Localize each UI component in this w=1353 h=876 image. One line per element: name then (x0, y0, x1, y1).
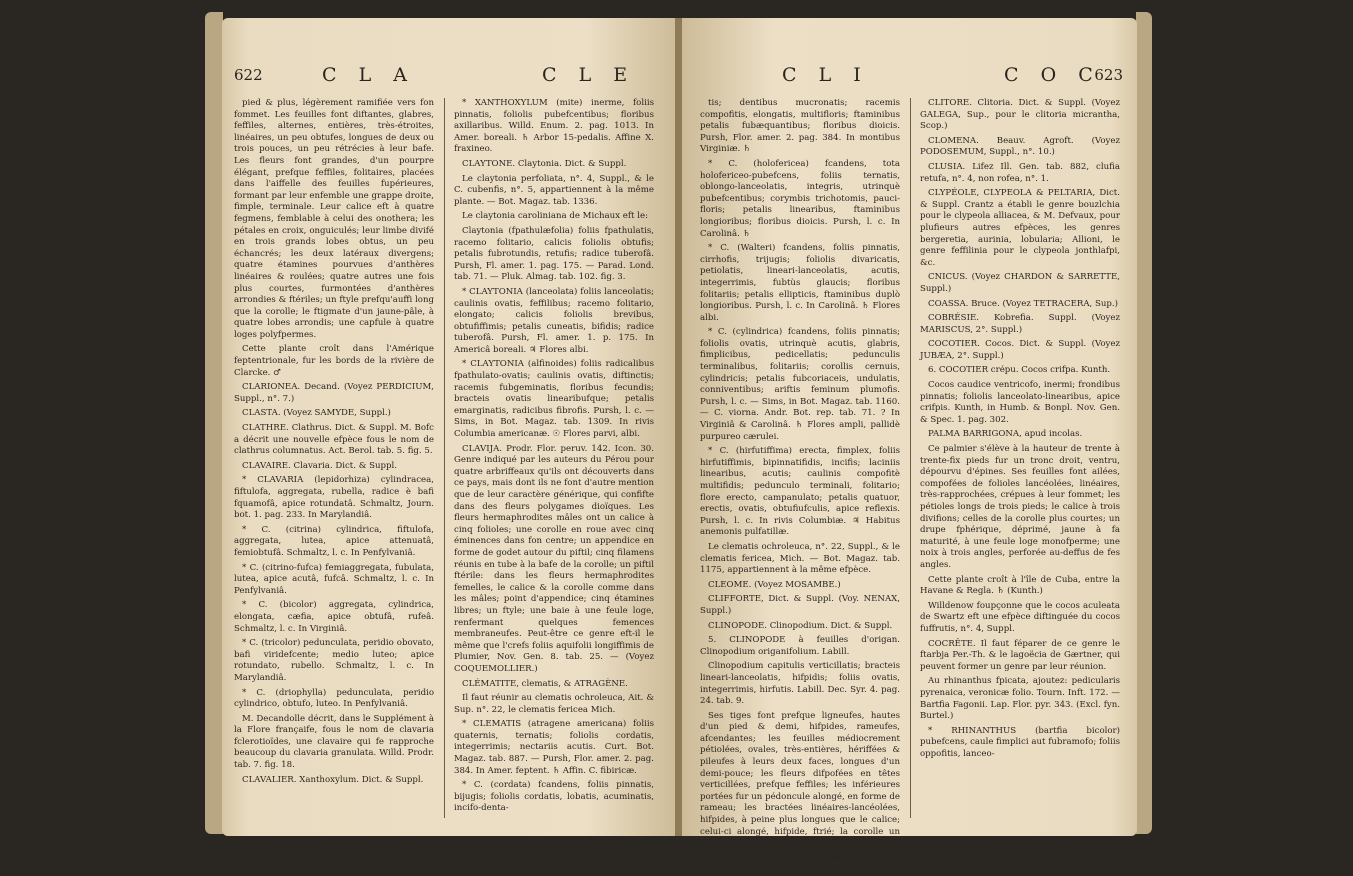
column-rule (444, 98, 445, 818)
paragraph: 6. COCOTIER crépu. Cocos crifpa. Kunth. (928, 365, 1111, 376)
paragraph: * C. (cylindrica) fcandens, foliis pinnatis; foliolis ovatis, utrinquè acutis, glabris, fimplicibus, pedicellatis; pedunculis terminalibus, folitariis; corollis cernuis, cylindricis; petalis fubcoriaceis, undulatis, conniventibus; ariftis feminum plumofis. Pursh, l. c. — Sims, in Bot. Magaz. tab. 1160. — C. viorna. Andr. Bot. rep. tab. 71. ? In Virginiâ & Carolinâ. ♄ Flores ampli, pallidè purpureo cærulei. (700, 327, 900, 442)
paragraph: Au rhinanthus fpicata, ajoutez: pedicularis pyrenaica, veronicæ folio. Tourn. Inft. 172. — Bartfia Fagonii. Lap. Flor. pyr. 343. (Excl. fyn. Burtel.) (920, 676, 1120, 722)
paragraph: * CLAYTONIA (alfinoides) foliis radicalibus fpathulato-ovatis; caulinis ovatis, diftinctis; racemis fubgeminatis, floribus fecundis; bracteis ovatis linearibufque; petalis emarginatis, radicibus fibrofis. Pursh, l. c. — Sims, in Bot. Magaz. tab. 1309. In rivis Columbia americanæ. ☉ Flores parvi, albi. (454, 359, 654, 440)
running-head-cli: C L I (782, 64, 869, 86)
paragraph: CLAYTONE. Claytonia. Dict. & Suppl. (462, 158, 627, 169)
paragraph: * RHINANTHUS (bartfia bicolor) pubefcens, caule fimplici aut fubramofo; foliis oppofitis, lanceo- (920, 725, 1120, 759)
paragraph: COASSA. Bruce. (Voyez TETRACERA, Sup.) (928, 298, 1118, 309)
paragraph: CLARIONEA. Decand. (Voyez PERDICIUM, Suppl., n°. 7.) (234, 382, 434, 404)
paragraph: Le claytonia caroliniana de Michaux eft le: (462, 211, 648, 222)
right-page-column-1 (700, 98, 900, 875)
paragraph: CLYPÉOLE, CLYPEOLA & PELTARIA, Dict. & Suppl. Crantz a établi le genre bouzlchia pour le clypeola alliacea, & M. Defvaux, pour plufieurs autres efpèces, les genres bergeretia, aurinia, lobularia; Allioni, le genre feffilinia pour le clypeola jonthlafpi, &c. (920, 188, 1120, 268)
paragraph: * C. (bicolor) aggregata, cylindrica, elongata, cæfia, apice obtufâ, rufeâ. Schmaltz, l. c. In Virginiâ. (234, 600, 434, 634)
paragraph: Il faut réunir au clematis ochroleuca, Ait. & Sup. n°. 22, le clematis fericea Mich. (454, 693, 654, 715)
paragraph: M. Decandolle décrit, dans le Supplément à la Flore françaife, fous le nom de clavaria fclerotioïdes, une clavaire qui fe rapproche beaucoup du clavaria granulata. Willd. Prodr. tab. 7. fig. 18. (234, 713, 434, 771)
paragraph: 5. CLINOPODE à feuilles d'origan. Clinopodium origanifolium. Labill. (700, 635, 900, 657)
paragraph: Le claytonia perfoliata, n°. 4, Suppl., & le C. cubenfis, n°. 5, appartiennent à la même plante. — Bot. Magaz. tab. 1336. (454, 173, 654, 207)
paragraph: CLINOPODE. Clinopodium. Dict. & Suppl. (708, 620, 893, 631)
paragraph: * XANTHOXYLUM (mite) inerme, foliis pinnatis, foliolis pubefcentibus; floribus axillaribus. Willd. Enum. 2. pag. 1013. In Amer. boreali. ♄ Arbor 15-pedalis. Affine X. fraxineo. (454, 98, 654, 155)
paragraph: Clinopodium capitulis verticillatis; bracteis lineari-lanceolatis, hifpidis; foliis ovatis, integerrimis, hirfutis. Labill. Dec. Syr. 4. pag. 24. tab. 9. (700, 661, 900, 707)
running-head-cla: C L A (322, 64, 415, 86)
left-page-header (222, 62, 677, 92)
left-page (222, 18, 677, 836)
page-number-right: 623 (1094, 66, 1123, 84)
paragraph: Cocos caudice ventricofo, inermi; frondibus pinnatis; foliolis lanceolato-linearibus, apice crifpis. Kunth, in Humb. & Bonpl. Nov. Gen. & Spec. 1. pag. 302. (920, 380, 1120, 425)
book-edge-left (205, 12, 223, 834)
paragraph: CLIFFORTE, Dict. & Suppl. (Voy. NENAX, Suppl.) (700, 594, 900, 616)
paragraph: * C. (driophylla) pedunculata, peridio cylindrico, obtufo, luteo. In Penfylvaniâ. (234, 687, 434, 710)
paragraph: CLUSIA. Lifez Ill. Gen. tab. 882, clufia retufa, n°. 4, non rofea, n°. 1. (920, 161, 1120, 184)
left-page-column-2 (454, 98, 654, 826)
page-number-left: 622 (234, 66, 263, 84)
paragraph: Cette plante croît dans l'Amérique feptentrionale, fur les bords de la rivière de Clarcke. ♂ (234, 344, 434, 378)
paragraph: * C. (cordata) fcandens, foliis pinnatis, bijugis; foliolis cordatis, lobatis, acuminatis, incifo-denta- (454, 780, 654, 814)
left-page-column-1 (234, 98, 434, 826)
paragraph: Cette plante croît à l'île de Cuba, entre la Havane & Regla. ♄ (Kunth.) (920, 574, 1120, 597)
paragraph: Ce palmier s'élève à la hauteur de trente à trente-fix pieds fur un tronc droit, ventru, dépourvu d'épines. Ses feuilles font ailées, compofées de folioles lancéolées, linéaires, très-rapprochées, crépues à leur fommet; les pétioles longs de trois pieds; le calice à trois divifions; celles de la corolle plus courtes; un drupe fphérique, déprimé, jaune à fa maturité, à une feule loge monofperme; une noix à trois angles, perforée au-deffus de fes angles. (920, 444, 1120, 570)
paragraph: CLAVAIRE. Clavaria. Dict. & Suppl. (242, 460, 398, 471)
paragraph: COCRÊTE. Il faut féparer de ce genre le ftarbja Per.-Th. & le lagoëcia de Gærtner, qui peuvent former un genre par leur réunion. (920, 638, 1120, 672)
paragraph: CLASTA. (Voyez SAMYDE, Suppl.) (242, 408, 391, 419)
paragraph: Claytonia (fpathulæfolia) foliis fpathulatis, racemo folitario, calicis foliolis obtufis; petalis fubrotundis, retufis; radice tuberofâ. Pursh, Fl. amer. 1. pag. 175. — Parad. Lond. tab. 71. — Pluk. Almag. tab. 102. fig. 3. (454, 225, 654, 283)
right-page (682, 18, 1137, 875)
paragraph: * C. (citrina) cylindrica, fiftulofa, aggregata, lutea, apice attenuatâ, femiobtufâ. Schmaltz, l. c. In Penfylvaniâ. (234, 524, 434, 558)
paragraph: * C. (holofericea) fcandens, tota holofericeo-pubefcens, foliis ternatis, oblongo-lanceolatis, integris, utrinquè pubefcentibus; corymbis trichotomis, pauci-floris; petalis linearibus, ftaminibus longioribus; floribus dioicis. Pursh, l. c. In Carolinâ. ♄ (700, 158, 900, 239)
paragraph: CLAVIJA. Prodr. Flor. peruv. 142. Icon. 30. Genre indiqué par les auteurs du Pérou pour quatre arbriffeaux qu'ils ont découverts dans ce pays, mais dont ils ne font d'autre mention que de leur caractère générique, qui confifte dans des fleurs polygames dioïques. Les fleurs hermaphrodites mâles ont un calice à cinq folioles; une corolle en roue avec cinq éminences dans fon centre; un appendice en forme de godet autour du piftil; cinq filamens réunis en tube à la bafe de la corolle; un piftil ftérile: dans les fleurs hermaphrodites femelles, le calice & la corolle comme dans les mâles; point d'appendice; cinq étamines libres; un ftyle; une baie à une feule loge, renfermant quelques femences membraneufes. Peut-être ce genre eft-il le même que l'crefs foliis aquifolii longiffimis de Plumier, Nov. Gen. 8. tab. 25. — (Voyez COQUEMOLLIER.) (454, 443, 654, 674)
paragraph: Cette plante croît fur le mont Liban. ♄ (Labill.) (700, 852, 900, 875)
right-page-column-2 (920, 98, 1120, 826)
paragraph: CLATHRE. Clathrus. Dict. & Suppl. M. Bofc a décrit une nouvelle efpèce fous le nom de clathrus columnatus. Act. Berol. tab. 5. fig. 5. (234, 423, 434, 457)
paragraph: CNICUS. (Voyez CHARDON & SARRETTE, Suppl.) (920, 272, 1120, 294)
paragraph: CLITORE. Clitoria. Dict. & Suppl. (Voyez GALEGA, Sup., pour le clitoria micrantha, Scop.) (920, 98, 1120, 132)
paragraph: * CLAYTONIA (lanceolata) foliis lanceolatis; caulinis ovatis, feffilibus; racemo folitario, elongato; calicis foliolis brevibus, obtufiffimis; petalis cuneatis, bifidis; radice tuberofâ. Pursh, Fl. amer. 1. p. 175. In Americâ boreali. ♃ Flores albi. (454, 286, 654, 355)
paragraph: COBRÉSIE. Kobrefia. Suppl. (Voyez MARISCUS, 2°. Suppl.) (920, 313, 1120, 335)
paragraph: * CLEMATIS (atragene americana) foliis quaternis, ternatis; foliolis cordatis, integerrimis; nectariis acutis. Curt. Bot. Magaz. tab. 887. — Pursh, Flor. amer. 2. pag. 384. In Amer. feptent. ♄ Affin. C. fibiricæ. (454, 719, 654, 776)
paragraph: * C. (Walteri) fcandens, foliis pinnatis, cirrhofis, trijugis; foliolis divaricatis, petiolatis, lineari-lanceolatis, acutis, integerrimis, fubtùs glaucis; floribus folitariis; petalis ellipticis, ftaminibus duplò longioribus. Pursh, l. c. In Carolinâ. ♄ Flores albi. (700, 243, 900, 323)
paragraph: CLEOME. (Voyez MOSAMBE.) (708, 579, 841, 590)
running-head-cle: C L E (542, 64, 636, 86)
paragraph: tis; dentibus mucronatis; racemis compofitis, elongatis, multifloris; ftaminibus petalis fubæquantibus; floribus dioicis. Pursh, Flor. amer. 2. pag. 384. In montibus Virginiæ. ♄ (700, 98, 900, 155)
book-edge-right (1136, 12, 1152, 834)
paragraph: * C. (citrino-fufca) femiaggregata, fubulata, lutea, apice acutâ, fufcâ. Schmaltz, l. c. In Penfylvaniâ. (234, 562, 434, 596)
paragraph: CLOMENA. Beauv. Agroft. (Voyez PODOSEMUM, Suppl., n°. 10.) (920, 135, 1120, 158)
paragraph: CLAVALIER. Xanthoxylum. Dict. & Suppl. (242, 774, 424, 785)
paragraph: Ses tiges font prefque ligneufes, hautes d'un pied & demi, hifpides, rameufes, afcendantes; les feuilles médiocrement pétiolées, ovales, très-entières, hériffées & pileufes à leurs deux faces, longues d'un demi-pouce; les fleurs difpofées en têtes verticillées, prefque feffiles; les inférieures portées fur un pédoncule alongé, en forme de rameau; les bractées linéaires-lancéolées, hifpides, à peine plus longues que le calice; celui-ci alongé, hifpide, ftrié; la corolle un peu pileufe; le tube de la longueur du calice. (700, 710, 900, 849)
paragraph: PALMA BARRIGONA, apud incolas. (928, 429, 1083, 440)
paragraph: COCOTIER. Cocos. Dict. & Suppl. (Voyez JUBÆA, 2°. Suppl.) (920, 339, 1120, 361)
paragraph: CLÉMATITE, clematis, & ATRAGÈNE. (462, 678, 628, 689)
paragraph: Le clematis ochroleuca, n°. 22, Suppl., & le clematis fericea, Mich. — Bot. Magaz. tab. 1175, appartiennent à la même efpèce. (700, 541, 900, 576)
paragraph: * C. (hirfutiffima) erecta, fimplex, foliis hirfutiffimis, bipinnatifidis, incifis; laciniis linearibus, acutis; caulinis compofitè multifidis; pedunculo terminali, folitario; flore erecto, campanulato; petalis quatuor, erectis, ovatis, obtufiufculis, apice reflexis. Pursh, l. c. In rivis Columbiæ. ♃ Habitus anemonis pulfatillæ. (700, 446, 900, 538)
right-page-header (682, 62, 1137, 92)
column-rule (910, 98, 911, 818)
paragraph: * CLAVARIA (lepidorhiza) cylindracea, fiftulofa, aggregata, rubella, radice è bafi fquamofâ, apice rotundatâ. Schmaltz, Journ. bot. 1. pag. 233. In Marylandiâ. (234, 475, 434, 521)
open-book (222, 18, 1137, 875)
running-head-coc: C O C (1004, 64, 1101, 86)
paragraph: * C. (tricolor) pedunculata, peridio obovato, bafi viridefcente; medio luteo; apice rotundato, rubello. Schmaltz, l. c. In Marylandiâ. (234, 638, 434, 683)
paragraph: pied & plus, légèrement ramifiée vers fon fommet. Les feuilles font diftantes, glabres, feffiles, alternes, entières, très-étroites, linéaires, un peu obtufes, longues de deux ou trois pouces, un peu rétrécies à leur bafe. Les fleurs font grandes, d'un pourpre élégant, prefque feffiles, folitaires, placées dans l'aiffelle des feuilles fupérieures, formant par leur enfemble une grappe droite, fimple, terminale. Leur calice eft à quatre fegmens, femblable à celui des onothera; les pétales en croix, onguiculés; leur limbe divifé en trois grands lobes obtus, un peu échancrés; les deux latéraux divergens; quatre étamines pourvues d'anthères linéaires & roulées; quatre autres une fois plus courtes, furmontées d'anthères arrondies & ftériles; un ftyle prefqu'auffi long que la corolle; le ftigmate d'un jaune-pâle, à quatre lobes arrondis; une capfule à quatre loges polyfpermes. (234, 98, 434, 340)
paragraph: Willdenow foupçonne que le cocos aculeata de Swartz eft une efpèce diftinguée du cocos fuffrutis, n°. 4, Suppl. (920, 600, 1120, 634)
